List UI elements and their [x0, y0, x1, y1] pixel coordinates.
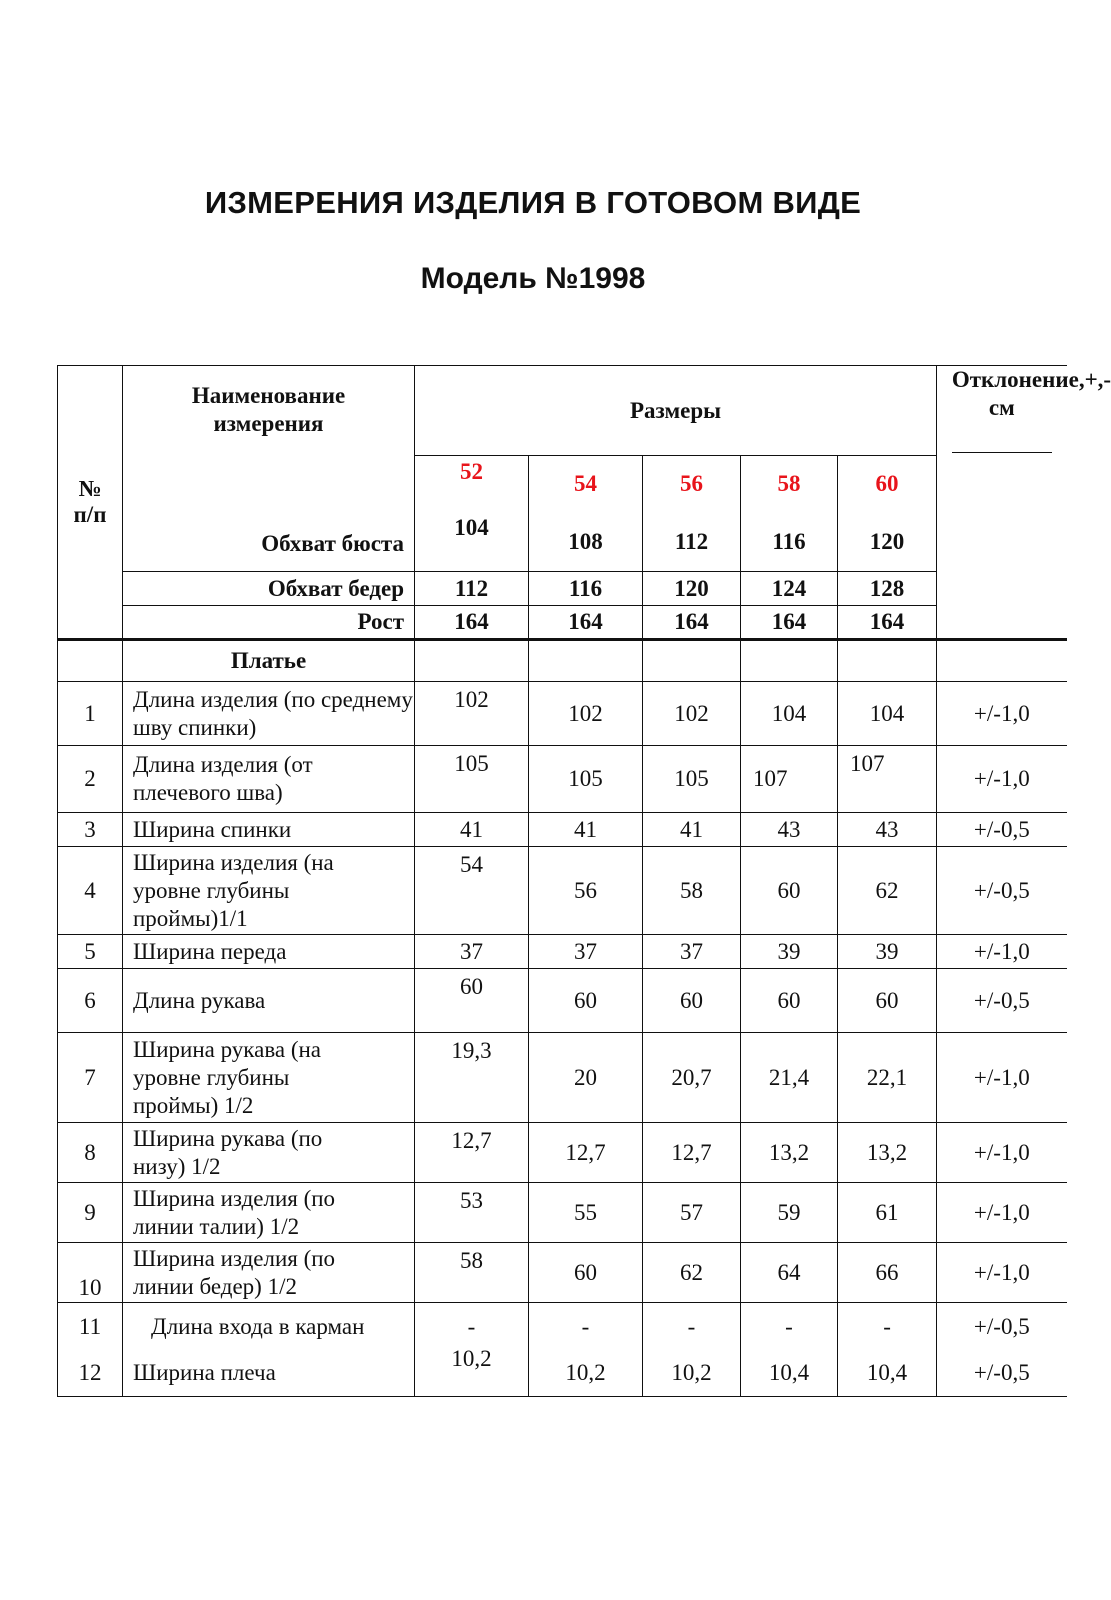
value-cell: 41 [643, 813, 741, 847]
value-cell: 39 [741, 935, 838, 969]
value-cell: 43 [838, 813, 937, 847]
value-cell: 102 [415, 682, 529, 746]
row-number: 4 [58, 847, 123, 935]
size-col-52 [415, 456, 529, 572]
table-row [58, 746, 1067, 813]
table-row [58, 813, 1067, 847]
row-number: 1 [58, 682, 123, 746]
value-cell: 105 [643, 746, 741, 813]
value-cell: 60 [529, 969, 643, 1033]
measurement-name: Ширина изделия (по линии бедер) 1/2 [123, 1243, 415, 1303]
value-cell: 54 [415, 847, 529, 935]
tolerance-cell: +/-1,0 [937, 682, 1067, 746]
name-header [123, 366, 415, 572]
deviation-header [937, 366, 1111, 640]
tolerance-cell: +/-1,0 [937, 935, 1067, 969]
height-label: Рост [123, 606, 415, 640]
measurement-name: Ширина рукава (по низу) 1/2 [123, 1123, 415, 1183]
value-cell: 64 [741, 1243, 838, 1303]
value-cell: 56 [529, 847, 643, 935]
value-cell: 55 [529, 1183, 643, 1243]
value-cell: 60 [838, 969, 937, 1033]
tolerance-cell: +/-1,0 [937, 1183, 1067, 1243]
name-header-label: Наименование измерения [191, 383, 346, 436]
hips-label: Обхват бедер [123, 572, 415, 606]
value-cell: 62 [643, 1243, 741, 1303]
value-cell: 10,2 [451, 1345, 492, 1371]
value-cell: 104 [838, 682, 937, 746]
deviation-header-label: Отклонение,+,- см [952, 366, 1052, 453]
row-number: 12 [78, 1359, 102, 1385]
size-label: 58 [777, 471, 801, 496]
bust-value: 120 [869, 529, 905, 554]
height-value: 164 [643, 606, 741, 640]
value-cell: 12,7 [415, 1123, 529, 1183]
hips-value: 112 [415, 572, 529, 606]
value-cell: 105 [415, 746, 529, 813]
row-number: 10 [58, 1243, 123, 1303]
row-number: 8 [58, 1123, 123, 1183]
value-cell: 57 [643, 1183, 741, 1243]
measurement-name: Ширина рукава (на уровне глубины проймы) 1/2 [123, 1033, 415, 1123]
value-cell: 102 [643, 682, 741, 746]
measurement-name: Ширина переда [123, 935, 415, 969]
height-value: 164 [415, 606, 529, 640]
tolerance-cell: +/-1,0 [937, 1033, 1067, 1123]
value-cell: 20,7 [643, 1033, 741, 1123]
value-cell: 22,1 [838, 1033, 937, 1123]
size-label: 52 [460, 459, 483, 484]
table-row [58, 969, 1067, 1033]
measurements-table [57, 365, 1111, 1397]
size-col-58 [741, 456, 838, 572]
value-cell: 41 [529, 813, 643, 847]
value-cell: 60 [415, 969, 529, 1033]
hips-value: 116 [529, 572, 643, 606]
value-cell: 60 [741, 969, 838, 1033]
row-number-pair [58, 1303, 123, 1397]
value-cell: 60 [529, 1243, 643, 1303]
value-cell: 37 [529, 935, 643, 969]
row-number: 7 [58, 1033, 123, 1123]
row-number: 5 [58, 935, 123, 969]
value-cell: 60 [643, 969, 741, 1033]
hips-value: 124 [741, 572, 838, 606]
size-col-56 [643, 456, 741, 572]
value-cell: 41 [415, 813, 529, 847]
height-value: 164 [838, 606, 937, 640]
value-cell: 62 [838, 847, 937, 935]
number-header-label: № п/п [73, 475, 107, 527]
value-cell: 13,2 [741, 1123, 838, 1183]
bust-value: 108 [568, 529, 603, 554]
value-cell: - [883, 1313, 891, 1339]
hips-value: 120 [643, 572, 741, 606]
size-label: 56 [680, 471, 703, 496]
value-cell: 60 [741, 847, 838, 935]
value-cell: 66 [838, 1243, 937, 1303]
value-cell: - [467, 1313, 476, 1339]
size-col-60 [838, 456, 937, 572]
table-row [58, 1243, 1067, 1303]
value-cell: - [581, 1313, 590, 1339]
value-cell: 12,7 [529, 1123, 643, 1183]
bust-value: 112 [674, 529, 709, 554]
tolerance-cell: +/-1,0 [937, 1123, 1067, 1183]
value-cell: 58 [643, 847, 741, 935]
value-cell: 19,3 [415, 1033, 529, 1123]
value-cell: 59 [741, 1183, 838, 1243]
table-row [58, 935, 1067, 969]
measurement-name: Ширина спинки [123, 813, 415, 847]
tolerance-cell: +/-0,5 [973, 1359, 1030, 1385]
value-cell: 10,2 [565, 1359, 606, 1385]
measurement-name: Ширина плеча [133, 1359, 276, 1385]
value-cell: 21,4 [741, 1033, 838, 1123]
row-number: 2 [58, 746, 123, 813]
section-title: Платье [123, 640, 415, 682]
value-cell: 53 [415, 1183, 529, 1243]
tolerance-cell: +/-0,5 [937, 847, 1067, 935]
value-cell: 58 [415, 1243, 529, 1303]
value-cell: 10,2 [671, 1359, 712, 1385]
row-number: 11 [78, 1313, 102, 1339]
tolerance-cell: +/-0,5 [937, 813, 1067, 847]
value-cell: 105 [529, 746, 643, 813]
tolerance-cell: +/-1,0 [937, 746, 1067, 813]
size-col-54 [529, 456, 643, 572]
document-title: ИЗМЕРЕНИЯ ИЗДЕЛИЯ В ГОТОВОМ ВИДЕ [204, 185, 862, 220]
value-cell: 43 [741, 813, 838, 847]
table-row [58, 847, 1067, 935]
value-cell: 10,4 [866, 1359, 908, 1385]
table-row [58, 682, 1067, 746]
row-number: 3 [58, 813, 123, 847]
bust-label: Обхват бюста [261, 531, 404, 556]
value-cell: 107 [741, 746, 838, 813]
height-value: 164 [529, 606, 643, 640]
table-row [58, 1303, 1067, 1397]
measurement-name: Длина рукава [123, 969, 415, 1033]
height-value: 164 [741, 606, 838, 640]
hips-value: 128 [838, 572, 937, 606]
value-cell: 37 [415, 935, 529, 969]
row-number: 6 [58, 969, 123, 1033]
value-cell: 13,2 [838, 1123, 937, 1183]
value-cell: 20 [529, 1033, 643, 1123]
bust-value: 104 [454, 515, 489, 540]
value-cell: 102 [529, 682, 643, 746]
value-cell: 61 [838, 1183, 937, 1243]
value-cell: 107 [838, 746, 937, 813]
size-label: 60 [875, 471, 899, 496]
tolerance-cell: +/-0,5 [937, 969, 1067, 1033]
size-label: 54 [574, 471, 597, 496]
value-cell: 37 [643, 935, 741, 969]
table-row [58, 1183, 1067, 1243]
measurement-name: Длина входа в карман [151, 1313, 365, 1339]
value-cell: 104 [741, 682, 838, 746]
measurement-name: Длина изделия (от плечевого шва) [123, 746, 415, 813]
model-subtitle: Модель №1998 [420, 262, 646, 295]
sizes-header: Размеры [415, 366, 937, 456]
measurement-name-pair [123, 1303, 415, 1397]
value-cell: - [785, 1313, 793, 1339]
bust-value: 116 [772, 529, 806, 554]
measurement-name: Ширина изделия (по линии талии) 1/2 [123, 1183, 415, 1243]
number-header [58, 366, 123, 640]
table-row [58, 1033, 1067, 1123]
value-cell: 10,4 [768, 1359, 810, 1385]
table-row [58, 1123, 1067, 1183]
measurement-name: Длина изделия (по среднему шву спинки) [123, 682, 415, 746]
value-cell: 12,7 [643, 1123, 741, 1183]
tolerance-cell: +/-1,0 [937, 1243, 1067, 1303]
tolerance-cell: +/-0,5 [973, 1313, 1030, 1339]
measurement-name: Ширина изделия (на уровне глубины проймы)1/1 [123, 847, 415, 935]
value-cell: - [687, 1313, 696, 1339]
row-number: 9 [58, 1183, 123, 1243]
value-cell: 39 [838, 935, 937, 969]
